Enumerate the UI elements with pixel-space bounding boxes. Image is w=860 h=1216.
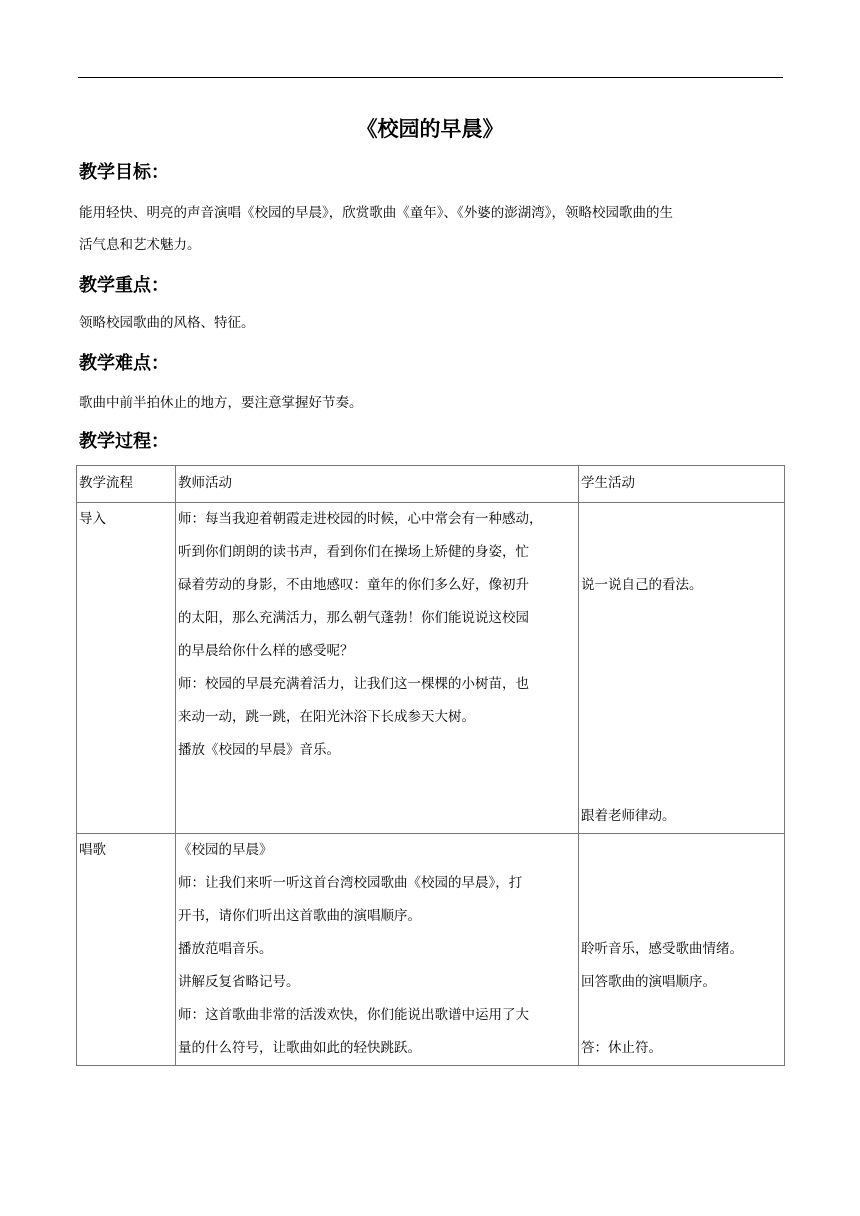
difficulties-heading: 教学难点： xyxy=(79,353,169,374)
stage-cell: 唱歌 xyxy=(77,834,176,1066)
teacher-line: 听到你们朗朗的读书声，看到你们在操场上矫健的身姿，忙 xyxy=(178,544,529,560)
teacher-line: 师：校园的早晨充满着活力，让我们这一棵棵的小树苗，也 xyxy=(178,676,529,692)
key-points-text xyxy=(79,307,789,339)
teacher-line: 播放《校园的早晨》音乐。 xyxy=(178,742,340,758)
process-heading: 教学过程： xyxy=(79,431,169,452)
teacher-line: 播放范唱音乐。 xyxy=(178,941,273,957)
teaching-process-table xyxy=(76,465,785,1066)
key-points-heading: 教学重点： xyxy=(79,275,169,296)
objectives-line: 活气息和艺术魅力。 xyxy=(79,237,201,253)
student-line: 回答歌曲的演唱顺序。 xyxy=(581,974,716,990)
stage-cell: 导入 xyxy=(77,503,176,834)
objectives-heading: 教学目标： xyxy=(79,162,169,183)
student-line: 答：休止符。 xyxy=(581,1040,662,1056)
student-line: 说一说自己的看法。 xyxy=(581,577,703,593)
column-header-student: 学生活动 xyxy=(579,466,785,503)
teacher-line: 来动一动，跳一跳，在阳光沐浴下长成参天大树。 xyxy=(178,709,475,725)
teacher-activity-cell xyxy=(176,503,579,834)
teacher-line: 碌着劳动的身影，不由地感叹：童年的你们多么好，像初升 xyxy=(178,577,529,593)
document-title: 《校园的早晨》 xyxy=(356,117,504,141)
student-line: 跟着老师律动。 xyxy=(581,808,676,824)
objectives-text xyxy=(79,197,789,261)
column-header-stage: 教学流程 xyxy=(77,466,176,503)
teacher-line: 的太阳，那么充满活力，那么朝气蓬勃！你们能说说这校园 xyxy=(178,610,529,626)
table-row xyxy=(77,503,785,834)
teacher-line: 师：这首歌曲非常的活泼欢快，你们能说出歌谱中运用了大 xyxy=(178,1007,529,1023)
teacher-line: 《校园的早晨》 xyxy=(178,842,273,858)
teacher-line: 的早晨给你什么样的感受呢？ xyxy=(178,643,354,659)
student-activity-cell xyxy=(579,834,785,1066)
teacher-line: 师：让我们来听一听这首台湾校园歌曲《校园的早晨》，打 xyxy=(178,875,523,891)
table-row xyxy=(77,834,785,1066)
teacher-line: 量的什么符号，让歌曲如此的轻快跳跃。 xyxy=(178,1040,421,1056)
table-header-row xyxy=(77,466,785,503)
objectives-line: 能用轻快、明亮的声音演唱《校园的早晨》，欣赏歌曲《童年》、《外婆的澎湖湾》，领略校园歌曲的生 xyxy=(79,205,673,221)
column-header-teacher: 教师活动 xyxy=(176,466,579,503)
difficulties-line: 歌曲中前半拍休止的地方，要注意掌握好节奏。 xyxy=(79,395,363,411)
student-line: 聆听音乐，感受歌曲情绪。 xyxy=(581,941,743,957)
teacher-line: 师：每当我迎着朝霞走进校园的时候，心中常会有一种感动， xyxy=(178,511,543,527)
teacher-activity-cell xyxy=(176,834,579,1066)
key-points-line: 领略校园歌曲的风格、特征。 xyxy=(79,315,255,331)
teacher-line: 开书，请你们听出这首歌曲的演唱顺序。 xyxy=(178,908,421,924)
difficulties-text xyxy=(79,387,789,419)
student-activity-cell xyxy=(579,503,785,834)
header-rule xyxy=(78,77,783,78)
teacher-line: 讲解反复省略记号。 xyxy=(178,974,300,990)
